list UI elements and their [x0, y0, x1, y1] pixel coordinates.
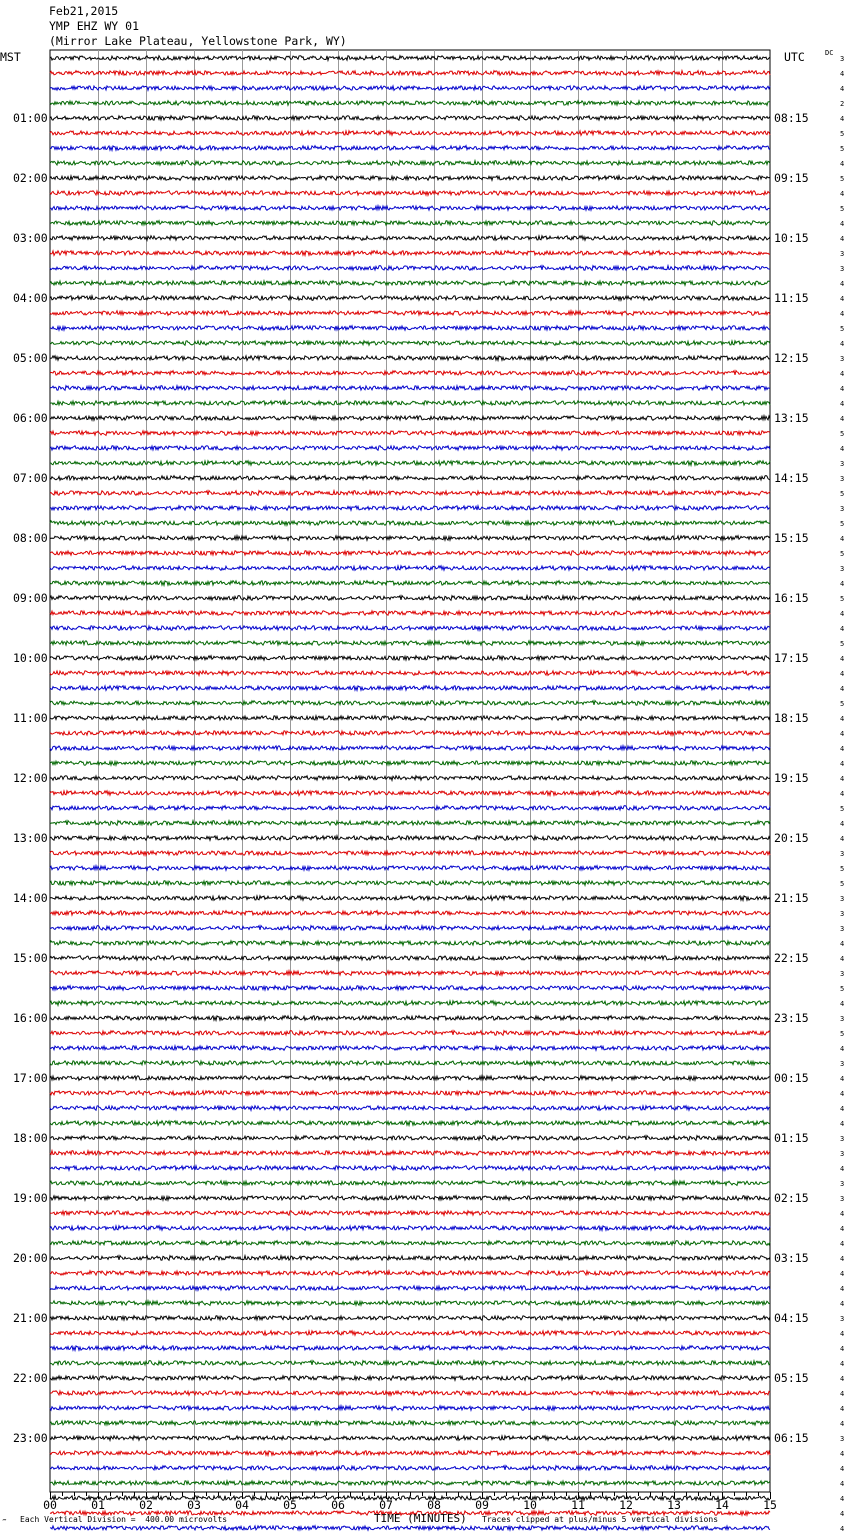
trace-line	[50, 686, 770, 691]
dc-value: 3	[840, 565, 845, 573]
trace-line	[50, 1436, 770, 1441]
trace-line	[50, 866, 770, 871]
dc-value: 4	[840, 940, 845, 948]
dc-value: 4	[840, 790, 845, 798]
x-tick-label: 14	[715, 1498, 729, 1512]
station-code: YMP EHZ WY 01	[49, 19, 140, 33]
right-hour-label: 06:15	[774, 1431, 809, 1445]
trace-line	[50, 776, 770, 781]
trace-line	[50, 401, 770, 406]
trace-line	[50, 311, 770, 316]
trace-line	[50, 1181, 770, 1186]
x-tick-label: 03	[187, 1498, 201, 1512]
dc-value: 3	[840, 505, 845, 513]
x-tick-label: 02	[139, 1498, 153, 1512]
dc-value: 4	[840, 955, 845, 963]
trace-line	[50, 56, 770, 61]
dc-value: 4	[840, 610, 845, 618]
dc-value: 5	[840, 325, 845, 333]
x-tick-label: 13	[667, 1498, 681, 1512]
dc-value: 4	[840, 1255, 845, 1263]
trace-line	[50, 1241, 770, 1246]
dc-value: 3	[840, 475, 845, 483]
dc-value: 4	[840, 1285, 845, 1293]
trace-line	[50, 896, 770, 901]
left-hour-label: 18:00	[13, 1131, 48, 1145]
left-hour-label: 12:00	[13, 771, 48, 785]
dc-value: 3	[840, 355, 845, 363]
trace-line	[50, 536, 770, 541]
trace-line	[50, 491, 770, 496]
trace-line	[50, 716, 770, 721]
dc-value: 4	[840, 745, 845, 753]
trace-line	[50, 1481, 770, 1486]
dc-value: 4	[840, 400, 845, 408]
dc-value: 4	[840, 1045, 845, 1053]
left-hour-label: 22:00	[13, 1371, 48, 1385]
left-hour-label: 11:00	[13, 711, 48, 725]
trace-line	[50, 326, 770, 331]
dc-value: 4	[840, 1405, 845, 1413]
trace-line	[50, 911, 770, 916]
trace-line	[50, 1421, 770, 1426]
dc-value: 4	[840, 160, 845, 168]
dc-value: 4	[840, 730, 845, 738]
trace-line	[50, 1166, 770, 1171]
trace-line	[50, 836, 770, 841]
trace-line	[50, 806, 770, 811]
dc-value: 4	[840, 70, 845, 78]
dc-value: 4	[840, 1465, 845, 1473]
dc-value: 4	[840, 235, 845, 243]
right-hour-label: 14:15	[774, 471, 809, 485]
left-hour-label: 01:00	[13, 111, 48, 125]
dc-value: 4	[840, 1210, 845, 1218]
dc-value: 4	[840, 1390, 845, 1398]
dc-value: 4	[840, 685, 845, 693]
trace-line	[50, 341, 770, 346]
dc-value: 5	[840, 430, 845, 438]
trace-line	[50, 1271, 770, 1276]
dc-value: 4	[840, 1345, 845, 1353]
dc-value: 3	[840, 1060, 845, 1068]
left-hour-label: 08:00	[13, 531, 48, 545]
trace-line	[50, 1256, 770, 1261]
trace-line	[50, 1001, 770, 1006]
trace-line	[50, 206, 770, 211]
right-hour-label: 18:15	[774, 711, 809, 725]
trace-line	[50, 146, 770, 151]
trace-line	[50, 521, 770, 526]
trace-line	[50, 1451, 770, 1456]
x-tick-label: 12	[619, 1498, 633, 1512]
right-hour-label: 08:15	[774, 111, 809, 125]
trace-line	[50, 1061, 770, 1066]
trace-line	[50, 1031, 770, 1036]
trace-line	[50, 971, 770, 976]
trace-line	[50, 1526, 770, 1531]
dc-value: 5	[840, 550, 845, 558]
trace-line	[50, 1301, 770, 1306]
trace-line	[50, 611, 770, 616]
dc-value: 5	[840, 700, 845, 708]
trace-line	[50, 1211, 770, 1216]
left-hour-label: 20:00	[13, 1251, 48, 1265]
trace-line	[50, 1391, 770, 1396]
right-hour-label: 05:15	[774, 1371, 809, 1385]
right-hour-label: 03:15	[774, 1251, 809, 1265]
x-tick-label: 00	[43, 1498, 57, 1512]
dc-value: 5	[840, 145, 845, 153]
dc-value: 3	[840, 910, 845, 918]
trace-line	[50, 881, 770, 886]
dc-value: 3	[840, 850, 845, 858]
trace-line	[50, 1076, 770, 1081]
dc-value: 3	[840, 460, 845, 468]
dc-value: 4	[840, 775, 845, 783]
dc-value: 4	[840, 85, 845, 93]
trace-line	[50, 851, 770, 856]
left-hour-label: 02:00	[13, 171, 48, 185]
dc-value: 4	[840, 580, 845, 588]
x-tick-label: 07	[379, 1498, 393, 1512]
trace-line	[50, 626, 770, 631]
dc-value: 4	[840, 310, 845, 318]
dc-value: 5	[840, 640, 845, 648]
dc-value: 4	[840, 1120, 845, 1128]
dc-value: 4	[840, 1090, 845, 1098]
record-date: Feb21,2015	[49, 4, 119, 18]
dc-value: 4	[840, 340, 845, 348]
corner-mark: ‴	[2, 1518, 7, 1527]
right-hour-label: 09:15	[774, 171, 809, 185]
dc-value: 4	[840, 190, 845, 198]
trace-line	[50, 551, 770, 556]
dc-value: 5	[840, 985, 845, 993]
dc-value: 3	[840, 265, 845, 273]
dc-value: 4	[840, 280, 845, 288]
right-hour-label: 16:15	[774, 591, 809, 605]
dc-value: 4	[840, 1420, 845, 1428]
trace-line	[50, 266, 770, 271]
trace-line	[50, 641, 770, 646]
trace-line	[50, 101, 770, 106]
dc-value: 5	[840, 805, 845, 813]
trace-line	[50, 176, 770, 181]
trace-line	[50, 761, 770, 766]
trace-line	[50, 1016, 770, 1021]
trace-line	[50, 236, 770, 241]
dc-value: 4	[840, 385, 845, 393]
trace-line	[50, 116, 770, 121]
dc-value: 3	[840, 250, 845, 258]
dc-value: 4	[840, 1450, 845, 1458]
dc-value: 5	[840, 490, 845, 498]
right-hour-label: 10:15	[774, 231, 809, 245]
dc-value: 5	[840, 865, 845, 873]
scale-note: Each Vertical Division = 400.00 microvolts	[20, 1515, 228, 1524]
x-tick-label: 10	[523, 1498, 537, 1512]
dc-value: 3	[840, 1435, 845, 1443]
trace-line	[50, 1376, 770, 1381]
x-tick-label: 09	[475, 1498, 489, 1512]
dc-value: 4	[840, 1300, 845, 1308]
left-hour-label: 07:00	[13, 471, 48, 485]
right-hour-label: 21:15	[774, 891, 809, 905]
trace-line	[50, 656, 770, 661]
trace-line	[50, 1151, 770, 1156]
right-hour-label: 19:15	[774, 771, 809, 785]
dc-value: 5	[840, 520, 845, 528]
trace-line	[50, 296, 770, 301]
dc-value: 4	[840, 1480, 845, 1488]
right-hour-label: 02:15	[774, 1191, 809, 1205]
x-tick-label: 15	[763, 1498, 777, 1512]
trace-line	[50, 1046, 770, 1051]
right-hour-label: 22:15	[774, 951, 809, 965]
x-tick-label: 06	[331, 1498, 345, 1512]
trace-line	[50, 1121, 770, 1126]
trace-line	[50, 1466, 770, 1471]
trace-line	[50, 506, 770, 511]
right-hour-label: 13:15	[774, 411, 809, 425]
dc-value: 3	[840, 1135, 845, 1143]
dc-value: 4	[840, 1240, 845, 1248]
trace-line	[50, 371, 770, 376]
dc-value: 4	[840, 760, 845, 768]
dc-value: 3	[840, 55, 845, 63]
dc-value: 4	[840, 415, 845, 423]
dc-value: 3	[840, 1195, 845, 1203]
trace-line	[50, 446, 770, 451]
dc-value: 3	[840, 895, 845, 903]
dc-value: 4	[840, 1165, 845, 1173]
trace-line	[50, 1331, 770, 1336]
dc-value: 4	[840, 1225, 845, 1233]
trace-line	[50, 1196, 770, 1201]
trace-line	[50, 71, 770, 76]
dc-value: 5	[840, 595, 845, 603]
dc-value: 4	[840, 1360, 845, 1368]
left-hour-label: 10:00	[13, 651, 48, 665]
x-tick-label: 05	[283, 1498, 297, 1512]
trace-line	[50, 746, 770, 751]
trace-line	[50, 1316, 770, 1321]
trace-line	[50, 431, 770, 436]
right-hour-label: 15:15	[774, 531, 809, 545]
left-hour-label: 13:00	[13, 831, 48, 845]
dc-value: 3	[840, 1180, 845, 1188]
dc-value: 3	[840, 925, 845, 933]
dc-value: 3	[840, 1015, 845, 1023]
dc-value: 4	[840, 820, 845, 828]
trace-line	[50, 416, 770, 421]
dc-value: 3	[840, 1150, 845, 1158]
right-timezone-label: UTC	[784, 50, 805, 64]
dc-value: 4	[840, 295, 845, 303]
left-hour-label: 16:00	[13, 1011, 48, 1025]
trace-line	[50, 1496, 770, 1501]
right-hour-label: 12:15	[774, 351, 809, 365]
dc-label: DC	[825, 49, 834, 57]
dc-value: 5	[840, 175, 845, 183]
dc-value: 4	[840, 715, 845, 723]
right-hour-label: 17:15	[774, 651, 809, 665]
right-hour-label: 20:15	[774, 831, 809, 845]
clip-note: Traces clipped at plus/minus 5 vertical divisions	[482, 1515, 719, 1524]
trace-line	[50, 386, 770, 391]
trace-line	[50, 926, 770, 931]
dc-value: 4	[840, 1495, 845, 1503]
trace-line	[50, 356, 770, 361]
trace-line	[50, 1286, 770, 1291]
dc-value: 4	[840, 1075, 845, 1083]
trace-line	[50, 461, 770, 466]
trace-line	[50, 1136, 770, 1141]
trace-line	[50, 86, 770, 91]
dc-value: 5	[840, 130, 845, 138]
left-hour-label: 19:00	[13, 1191, 48, 1205]
left-hour-label: 17:00	[13, 1071, 48, 1085]
left-hour-label: 05:00	[13, 351, 48, 365]
right-hour-label: 11:15	[774, 291, 809, 305]
dc-value: 2	[840, 100, 845, 108]
x-axis-title: TIME (MINUTES)	[374, 1512, 467, 1525]
dc-value: 5	[840, 205, 845, 213]
trace-line	[50, 1106, 770, 1111]
trace-line	[50, 1091, 770, 1096]
trace-line	[50, 476, 770, 481]
dc-value: 4	[840, 655, 845, 663]
x-tick-label: 11	[571, 1498, 585, 1512]
trace-line	[50, 986, 770, 991]
dc-value: 4	[840, 670, 845, 678]
left-hour-label: 15:00	[13, 951, 48, 965]
left-hour-label: 06:00	[13, 411, 48, 425]
right-hour-label: 04:15	[774, 1311, 809, 1325]
trace-line	[50, 161, 770, 166]
trace-line	[50, 701, 770, 706]
dc-value: 4	[840, 1270, 845, 1278]
dc-value: 4	[840, 220, 845, 228]
trace-line	[50, 1346, 770, 1351]
right-hour-label: 01:15	[774, 1131, 809, 1145]
trace-line	[50, 1226, 770, 1231]
dc-value: 4	[840, 1510, 845, 1518]
trace-line	[50, 941, 770, 946]
dc-value: 4	[840, 835, 845, 843]
trace-line	[50, 251, 770, 256]
trace-line	[50, 956, 770, 961]
trace-line	[50, 131, 770, 136]
dc-value: 4	[840, 445, 845, 453]
left-hour-label: 21:00	[13, 1311, 48, 1325]
dc-value: 4	[840, 1105, 845, 1113]
trace-line	[50, 581, 770, 586]
right-hour-label: 23:15	[774, 1011, 809, 1025]
left-hour-label: 04:00	[13, 291, 48, 305]
left-hour-label: 03:00	[13, 231, 48, 245]
right-hour-label: 00:15	[774, 1071, 809, 1085]
x-tick-label: 01	[91, 1498, 105, 1512]
trace-line	[50, 821, 770, 826]
dc-value: 3	[840, 1315, 845, 1323]
dc-value: 4	[840, 1330, 845, 1338]
left-hour-label: 23:00	[13, 1431, 48, 1445]
dc-value: 4	[840, 1000, 845, 1008]
dc-value: 4	[840, 1375, 845, 1383]
trace-line	[50, 1361, 770, 1366]
trace-line	[50, 731, 770, 736]
x-tick-label: 04	[235, 1498, 249, 1512]
left-timezone-label: MST	[0, 50, 21, 64]
station-location: (Mirror Lake Plateau, Yellowstone Park, WY)	[49, 34, 347, 48]
x-tick-label: 08	[427, 1498, 441, 1512]
dc-value: 4	[840, 115, 845, 123]
trace-line	[50, 281, 770, 286]
dc-value: 4	[840, 535, 845, 543]
trace-line	[50, 191, 770, 196]
dc-value: 5	[840, 880, 845, 888]
dc-value: 5	[840, 1030, 845, 1038]
dc-value: 4	[840, 625, 845, 633]
trace-line	[50, 596, 770, 601]
dc-value: 4	[840, 370, 845, 378]
left-hour-label: 09:00	[13, 591, 48, 605]
trace-line	[50, 791, 770, 796]
dc-value: 3	[840, 970, 845, 978]
trace-line	[50, 671, 770, 676]
dc-value: 4	[840, 1525, 845, 1533]
trace-line	[50, 221, 770, 226]
trace-line	[50, 1406, 770, 1411]
left-hour-label: 14:00	[13, 891, 48, 905]
trace-line	[50, 566, 770, 571]
